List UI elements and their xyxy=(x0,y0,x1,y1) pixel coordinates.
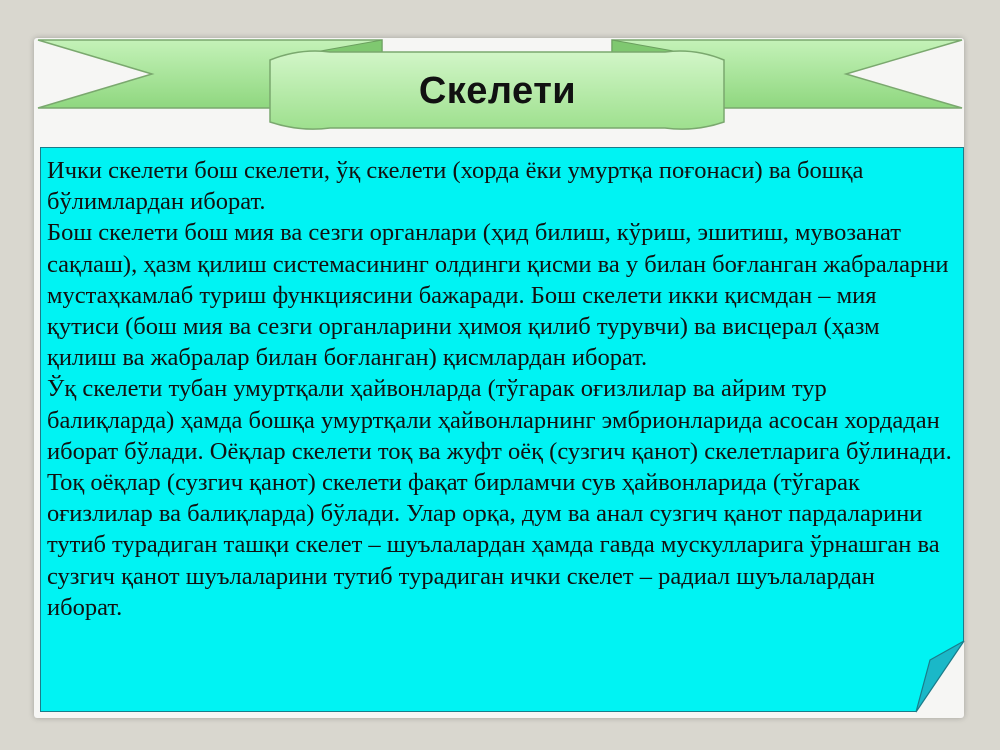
paragraph: Ички скелети бош скелети, ўқ скелети (хорда ёки умуртқа поғонаси) ва бошқа бўлимлардан иборат. xyxy=(47,157,864,216)
page-title: Скелети xyxy=(418,70,577,112)
content-text xyxy=(47,155,952,623)
paragraph: Ўқ скелети тубан умуртқали ҳайвонларда (тўгарак оғизлилар ва айрим тур балиқларда) ҳамда бошқа умуртқали ҳайвонларнинг эмбрионларида асосан хордадан иборат бўлади. Оёқлар скелети тоқ ва жуфт оёқ (сузгич қанот) скелетларига бўлинади. Тоқ оёқлар (сузгич қанот) скелети фақат бирламчи сув ҳайвонларида (тўгарак оғизлилар ва балиқларда) бўлади. Улар орқа, дум ва анал сузгич қанот пардаларини тутиб турадиган ташқи скелет – шуълалардан ҳамда гавда мускулларига ўрнашган ва сузгич қанот шуълаларини тутиб турадиган ички скелет – радиал шуълалардан иборат. xyxy=(47,375,952,621)
paragraph: Бош скелети бош мия ва сезги органлари (ҳид билиш, кўриш, эшитиш, мувозанат сақлаш), ҳазм қилиш системасининг олдинги қисми ва у билан боғланган жабраларни мустаҳкамлаб туриш функциясини бажаради. Бош скелети икки қисмдан – мия қутиси (бош мия ва сезги органларини ҳимоя қилиб турувчи) ва висцерал (ҳазм қилиш ва жабралар билан боғланган) қисмлардан иборат. xyxy=(47,219,949,372)
